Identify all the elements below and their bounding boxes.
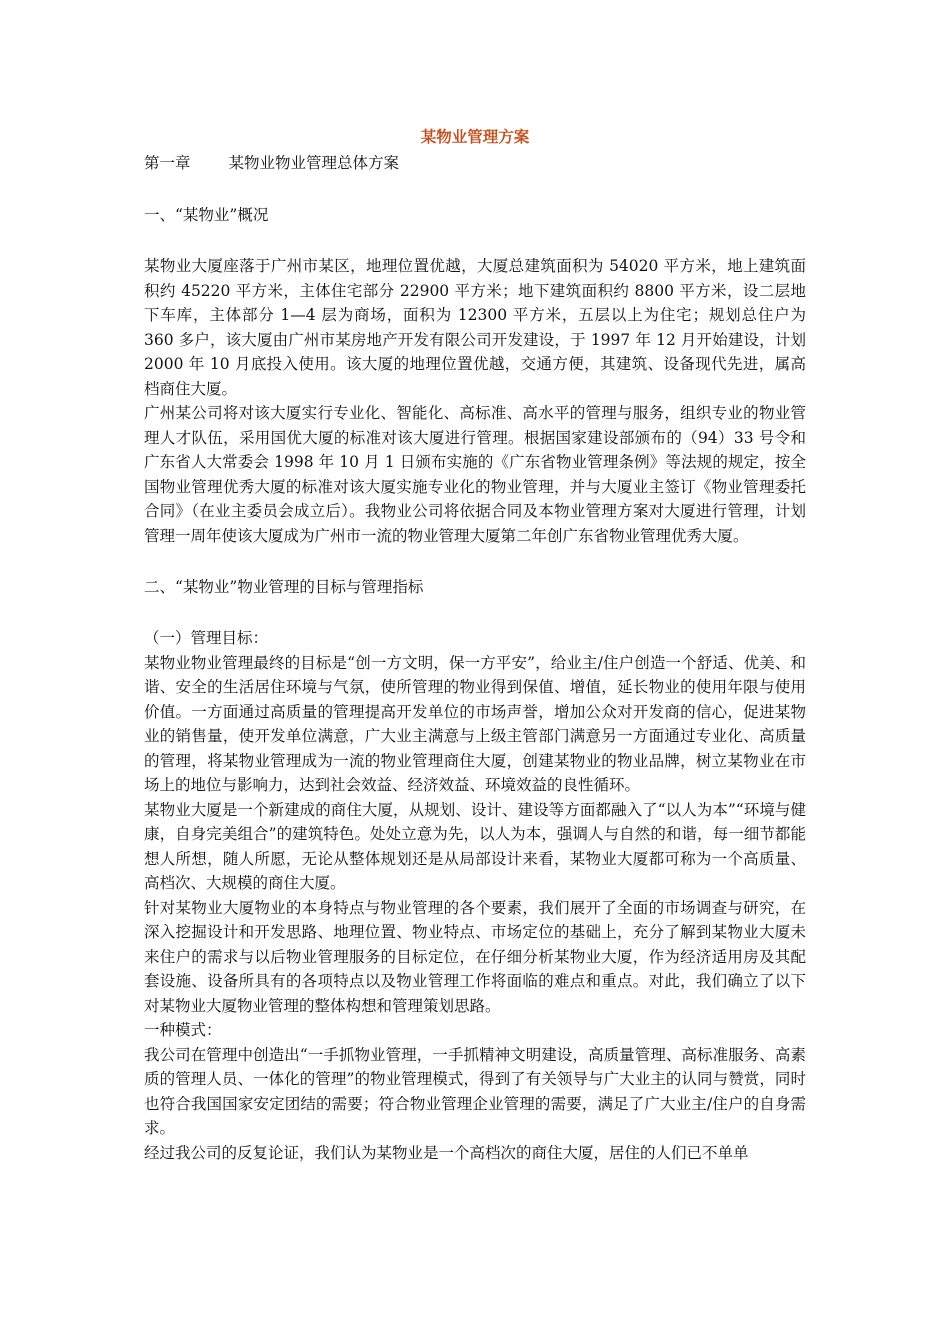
section-heading: 一、“某物业”概况 xyxy=(144,206,269,224)
body-paragraph: 某物业大厦座落于广州市某区，地理位置优越，大厦总建筑面积为 54020 平方米，地上建筑面积约 45220 平方米，主体住宅部分 22900 平方米；地下建筑面积约 8800 平方米，设二层地下车库，主体部分 1—4 层为商场，面积为 12300 平方米，五层以上为住宅；规划总住户为 360 多户，该大厦由广州市某房地产开发有限公司开发建设，于 1997 年 12 月开始建设，计划 2000 年 10 月底投入使用。该大厦的地理位置优越，交通方便，其建筑、设备现代先进，属高档商住大厦。 xyxy=(144,257,806,398)
document-title: 某物业管理方案 xyxy=(420,127,530,146)
body-paragraph: 广州某公司将对该大厦实行专业化、智能化、高标准、高水平的管理与服务，组织专业的物业管理人才队伍，采用国优大厦的标准对该大厦进行管理。根据国家建设部颁布的（94）33 号令和广东省人大常委会 1998 年 10 月 1 日颁布实施的《广东省物业管理条例》等法规的规定，按全国物业管理优秀大厦的标准对该大厦实施专业化的物业管理，并与大厦业主签订《物业管理委托合同》（在业主委员会成立后）。我物业公司将依据合同及本物业管理方案对大厦进行管理，计划管理一周年使该大厦成为广州市一流的物业管理大厦第二年创广东省物业管理优秀大厦。 xyxy=(144,404,806,545)
chapter-heading xyxy=(144,150,806,176)
spacer xyxy=(144,228,806,254)
body-paragraph: 经过我公司的反复论证，我们认为某物业是一个高档次的商住大厦，居住的人们已不单单 xyxy=(144,1143,749,1162)
subsection-heading: （一）管理目标： xyxy=(144,629,269,647)
body-paragraph: 某物业物业管理最终的目标是“创一方文明，保一方平安”，给业主/住户创造一个舒适、优美、和谐、安全的生活居住环境与气氛，使所管理的物业得到保值、增值，延长物业的使用年限与使用价值。一方面通过高质量的管理提高开发单位的市场声誉，增加公众对开发商的信心，促进某物业的销售量，使开发单位满意，广大业主满意与上级主管部门满意另一方面通过专业化、高质量的管理，将某物业管理成为一流的物业管理商住大厦，创建某物业的物业品牌，树立某物业在市场上的地位与影响力，达到社会效益、经济效益、环境效益的良性循环。 xyxy=(144,653,806,794)
spacer xyxy=(144,600,806,626)
body-paragraph: 某物业大厦是一个新建成的商住大厦，从规划、设计、建设等方面都融入了“以人为本”“环境与健康，自身完美组合”的建筑特色。处处立意为先，以人为本，强调人与自然的和谐，每一细节都能想人所想，随人所愿，无论从整体规划还是从局部设计来看，某物业大厦都可称为一个高质量、高档次、大规模的商住大厦。 xyxy=(144,800,806,892)
chapter-label: 第一章 xyxy=(144,154,191,172)
spacer xyxy=(144,548,806,574)
chapter-title: 某物业物业管理总体方案 xyxy=(228,154,400,172)
document-page xyxy=(144,124,806,1165)
section-heading: 二、“某物业”物业管理的目标与管理指标 xyxy=(144,578,424,596)
spacer xyxy=(144,176,806,202)
subsection-heading: 一种模式： xyxy=(144,1021,222,1039)
body-paragraph: 我公司在管理中创造出“一手抓物业管理，一手抓精神文明建设，高质量管理、高标准服务、高素质的管理人员、一体化的管理”的物业管理模式，得到了有关领导与广大业主的认同与赞赏，同时也符合我国国家安定团结的需要；符合物业管理企业管理的需要，满足了广大业主/住户的自身需求。 xyxy=(144,1045,806,1137)
body-paragraph: 针对某物业大厦物业的本身特点与物业管理的各个要素，我们展开了全面的市场调查与研究，在深入挖掘设计和开发思路、地理位置、物业特点、市场定位的基础上，充分了解到某物业大厦未来住户的需求与以后物业管理服务的目标定位，在仔细分析某物业大厦，作为经济适用房及其配套设施、设备所具有的各项特点以及物业管理工作将面临的难点和重点。对此，我们确立了以下对某物业大厦物业管理的整体构想和管理策划思路。 xyxy=(144,898,806,1015)
